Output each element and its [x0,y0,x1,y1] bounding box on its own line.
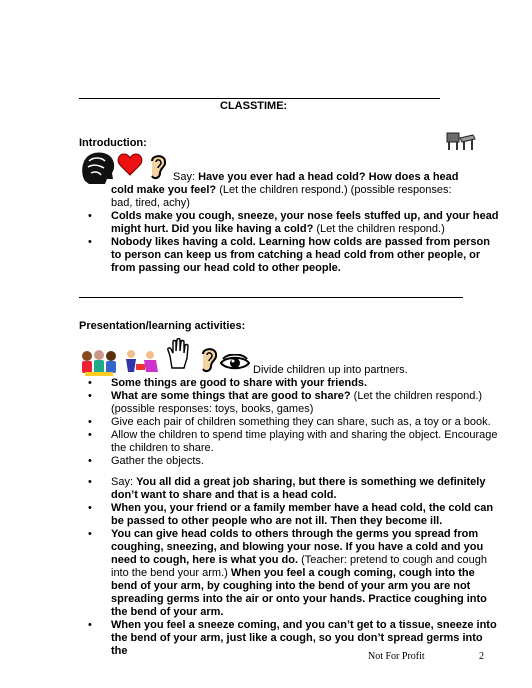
presentation-bullets-say [79,476,499,658]
footer-not-for-profit: Not For Profit [368,651,425,662]
list-item: • You can give head colds to others through the germs you spread from coughing, sneezing, and blowing your nose. If you have a cold and you need to cough, here is what you do. (Teacher: pretend to cough and cough into the bend your arm.) When you feel a cough coming, cough into the bend of your arm, by coughing into the bend of your arm you are not spreading germs into the air or onto your hands. Practice coughing into the bend of your arm. [79,528,499,619]
list-item: • Say: You all did a great job sharing, but there is something we definitely don’t want to share and that is a head cold. [79,476,499,502]
classtime-heading: CLASSTIME: [220,100,288,112]
intro-responses: (Let the children respond.) (possible responses: bad, tired, achy) [111,184,452,209]
hand-icon [166,338,190,370]
children-group-icon [79,348,119,378]
list-item: • Colds make you cough, sneeze, your nose feels stuffed up, and your head might hurt. Did you like having a cold? (Let the children respond.) [79,210,499,236]
introduction-heading: Introduction: [79,137,147,149]
list-item: • Give each pair of children something they can share, such as, a toy or a book. [79,416,499,429]
say-label: Say: [173,171,196,183]
section-rule [79,297,463,298]
list-item: • Some things are good to share with your friends. [79,377,499,390]
eye-icon [220,354,250,372]
list-item: • What are some things that are good to share? (Let the children respond.) (possible responses: toys, books, games) [79,390,499,416]
kids-playing-icon [122,348,162,378]
top-rule [79,98,440,99]
list-item: • Nobody likes having a cold. Learning how colds are passed from person to person can keep us from catching a head cold from other people, or from passing our head cold to other people. [79,236,499,275]
presentation-bullets [79,377,499,468]
list-item: • When you, your friend or a family member have a head cold, the cold can be passed to other people who are not ill. Then they become ill. [79,502,499,528]
intro-say [111,171,471,210]
page-number: 2 [479,651,484,662]
list-item: • Gather the objects. [79,455,499,468]
intro-bullets [79,210,499,275]
list-item: • When you feel a sneeze coming, and you can’t get to a tissue, sneeze into the bend of your arm, just like a cough, so you don’t spread germs into the [79,619,499,658]
list-item: • Allow the children to spend time playing with and sharing the object. Encourage the children to share. [79,429,499,455]
divide-instruction: Divide children up into partners. [253,364,408,376]
presentation-heading: Presentation/learning activities: [79,320,246,332]
ear-icon [199,346,219,374]
desk-icon [446,128,476,152]
intro-question: Have you ever had a head cold? How does a head cold make you feel? [111,171,459,196]
